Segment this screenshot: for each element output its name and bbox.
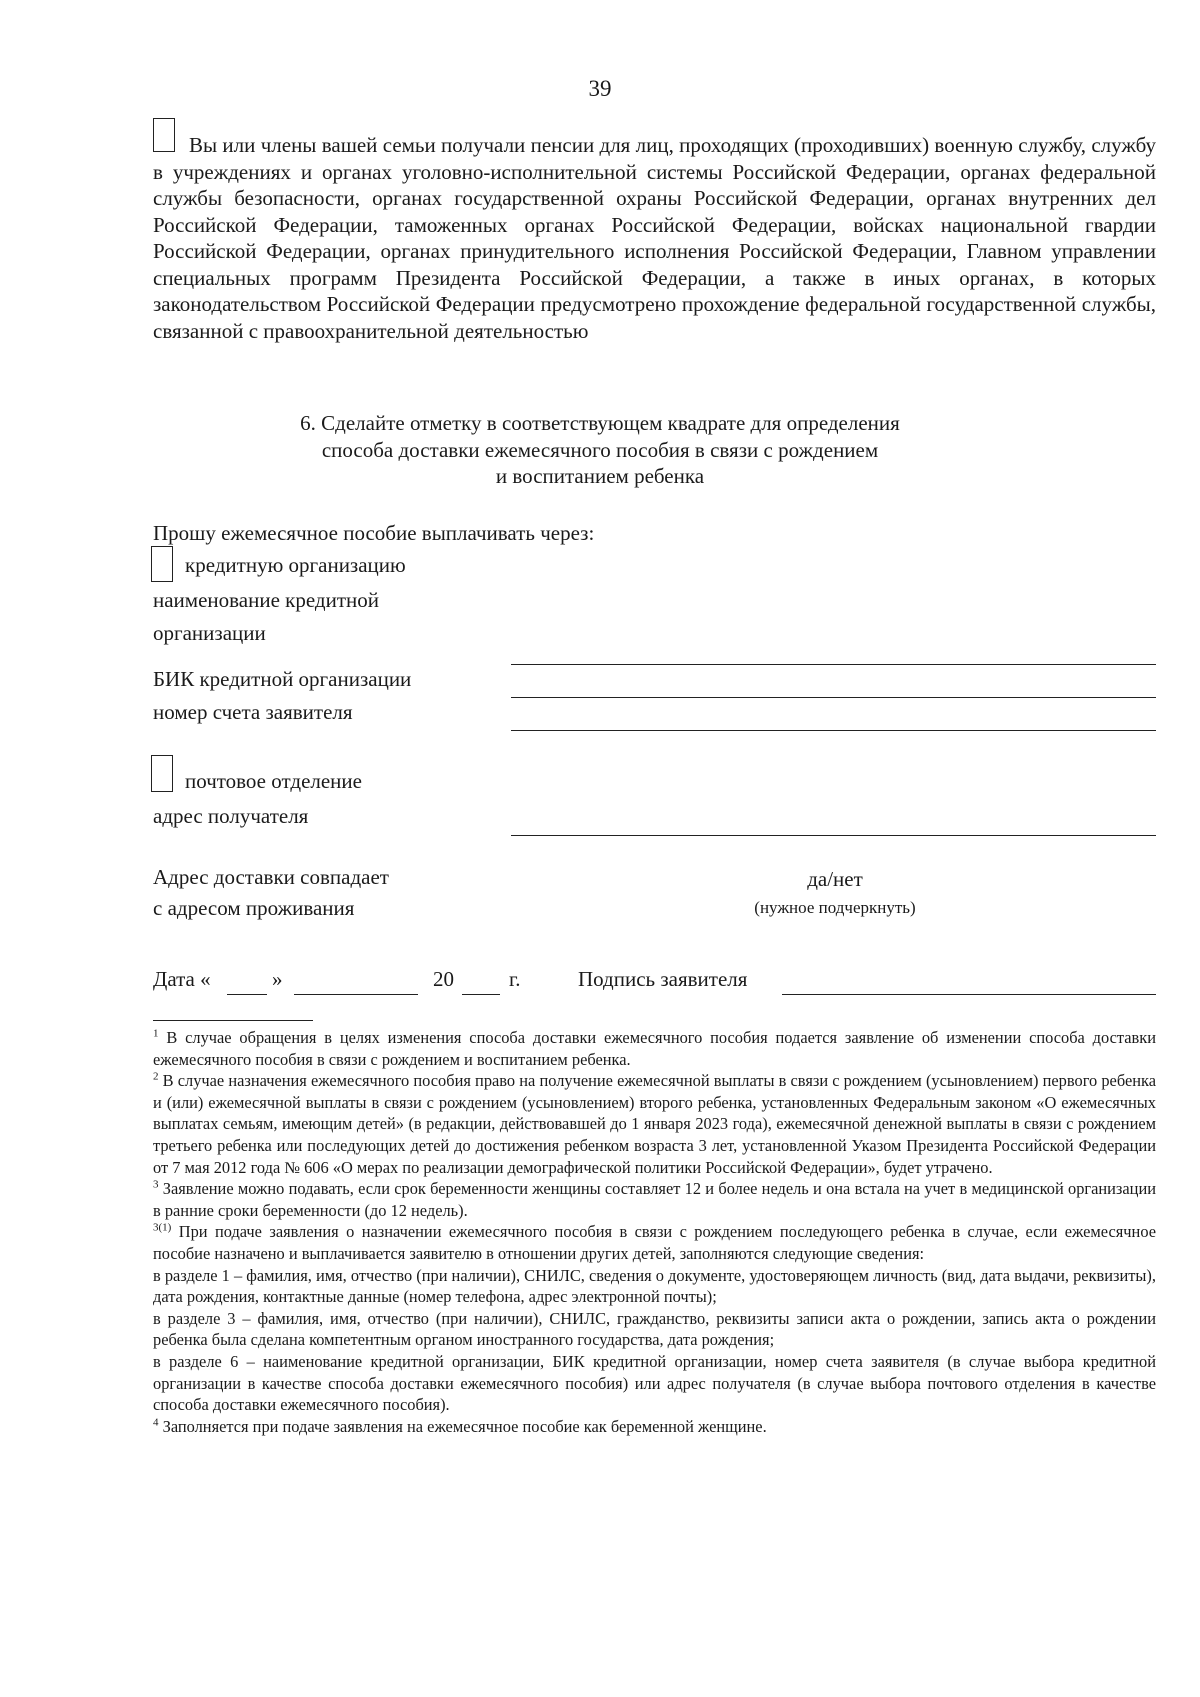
- account-label: номер счета заявителя: [153, 700, 353, 724]
- bik-label: БИК кредитной организации: [153, 667, 412, 691]
- date-day-field[interactable]: [227, 994, 267, 995]
- post-office-checkbox[interactable]: [151, 755, 173, 792]
- footnote-3-1-section-3: в разделе 3 – фамилия, имя, отчество (при наличии), СНИЛС, гражданство, реквизиты записи акта о рождении, запись акта о рождении ребенка была сделана компетентным органом иностранного государства, дата рождения;: [153, 1308, 1156, 1350]
- page-number: 39: [588, 76, 612, 101]
- recipient-address-field[interactable]: [511, 835, 1156, 836]
- footnote-3: [153, 1178, 1156, 1221]
- section-6-heading: [250, 410, 950, 490]
- signature-label: Подпись заявителя: [578, 967, 748, 991]
- footnote-2: [153, 1070, 1156, 1178]
- signature-field[interactable]: [782, 994, 1156, 995]
- date-year-field[interactable]: [462, 994, 500, 995]
- footnote-3-1: [153, 1221, 1156, 1264]
- footnotes: [153, 1027, 1156, 1437]
- date-close-quote: »: [272, 967, 283, 991]
- credit-org-option-label: кредитную организацию: [185, 553, 406, 577]
- footnote-1-mark: 1: [153, 1027, 159, 1040]
- footnote-3-1-section-1: в разделе 1 – фамилия, имя, отчество (при наличии), СНИЛС, сведения о документе, удостоверяющем личность (вид, дата выдачи, реквизиты), дата рождения, контактные данные (номер телефона, адрес электронной почты);: [153, 1265, 1156, 1307]
- footnote-3-text: Заявление можно подавать, если срок беременности женщины составляет 12 и более недель и она встала на учет в медицинской организации в ранние сроки беременности (до 12 недель).: [153, 1179, 1156, 1220]
- bik-field[interactable]: [511, 697, 1156, 698]
- same-address-label-2: с адресом проживания: [153, 896, 355, 920]
- date-label: Дата «: [153, 967, 211, 991]
- post-office-option-label: почтовое отделение: [185, 769, 362, 793]
- heading-line-1: 6. Сделайте отметку в соответствующем квадрате для определения: [300, 411, 900, 435]
- yes-no-choice[interactable]: да/нет: [807, 867, 863, 891]
- credit-org-name-field[interactable]: [511, 664, 1156, 665]
- heading-line-2: способа доставки ежемесячного пособия в связи с рождением: [321, 437, 879, 462]
- credit-org-name-label-1: наименование кредитной: [153, 588, 379, 612]
- account-field[interactable]: [511, 730, 1156, 731]
- credit-org-checkbox[interactable]: [151, 546, 173, 582]
- pension-paragraph: [153, 132, 1156, 344]
- heading-line-3: и воспитанием ребенка: [495, 464, 705, 488]
- footnote-3-mark: 3: [153, 1178, 159, 1191]
- year-suffix: г.: [509, 967, 521, 991]
- credit-org-name-label-2: организации: [153, 621, 266, 645]
- footnote-3-1-section-6: в разделе 6 – наименование кредитной организации, БИК кредитной организации, номер счета заявителя (в случае выбора кредитной организации в качестве способа доставки ежемесячного пособия) или адрес получателя (в случае выбора почтового отделения в качестве способа доставки ежемесячного пособия).: [153, 1351, 1156, 1415]
- same-address-label-1: Адрес доставки совпадает: [153, 865, 389, 889]
- footnote-1-text: В случае обращения в целях изменения способа доставки ежемесячного пособия подается заявление об изменении способа доставки ежемесячного пособия в связи с рождением и воспитанием ребенка.: [153, 1028, 1156, 1069]
- footnote-3-1-text: При подаче заявления о назначении ежемесячного пособия в связи с рождением последующего ребенка в случае, если ежемесячное пособие назначено и выплачивается заявителю в отношении других детей, заполняются следующие сведения:: [153, 1222, 1156, 1263]
- pension-paragraph-text: Вы или члены вашей семьи получали пенсии для лиц, проходящих (проходивших) военную службу, службу в учреждениях и органах уголовно-исполнительной системы Российской Федерации, органах федеральной службы безопасности, органах государственной охраны Российской Федерации, органах внутренних дел Российской Федерации, таможенных органах Российской Федерации, войсках национальной гвардии Российской Федерации, органах принудительного исполнения Российской Федерации, Главном управлении специальных программ Президента Российской Федерации, а также в иных органах, в которых законодательством Российской Федерации предусмотрено прохождение федеральной государственной службы, связанной с правоохранительной деятельностью: [153, 133, 1156, 343]
- footnote-4-text: Заполняется при подаче заявления на ежемесячное пособие как беременной женщине.: [162, 1416, 767, 1436]
- year-prefix: 20: [433, 967, 454, 991]
- underline-hint: (нужное подчеркнуть): [754, 898, 916, 917]
- date-month-field[interactable]: [294, 994, 418, 995]
- footnote-1: [153, 1027, 1156, 1070]
- footnote-4: [153, 1416, 1156, 1438]
- footnote-3-1-mark: 3(1): [153, 1221, 172, 1234]
- footnote-4-mark: 4: [153, 1416, 159, 1429]
- footnote-separator: [153, 1020, 313, 1021]
- footnote-2-text: В случае назначения ежемесячного пособия право на получение ежемесячной выплаты в связи с рождением (усыновлением) первого ребенка и (или) ежемесячной выплаты в связи с рождением (усыновлением) второго ребенка, установленных Федеральным законом «О ежемесячных выплатах семьям, имеющим детей» (в редакции, действовавшей до 1 января 2023 года), ежемесячной денежной выплаты в связи с рождением третьего ребенка или последующих детей до достижения ребенком возраста 3 лет, установленной Указом Президента Российской Федерации от 7 мая 2012 года № 606 «О мерах по реализации демографической политики Российской Федерации», будет утрачено.: [153, 1071, 1156, 1177]
- footnote-2-mark: 2: [153, 1070, 159, 1083]
- delivery-intro: Прошу ежемесячное пособие выплачивать через:: [153, 521, 595, 545]
- recipient-address-label: адрес получателя: [153, 804, 309, 828]
